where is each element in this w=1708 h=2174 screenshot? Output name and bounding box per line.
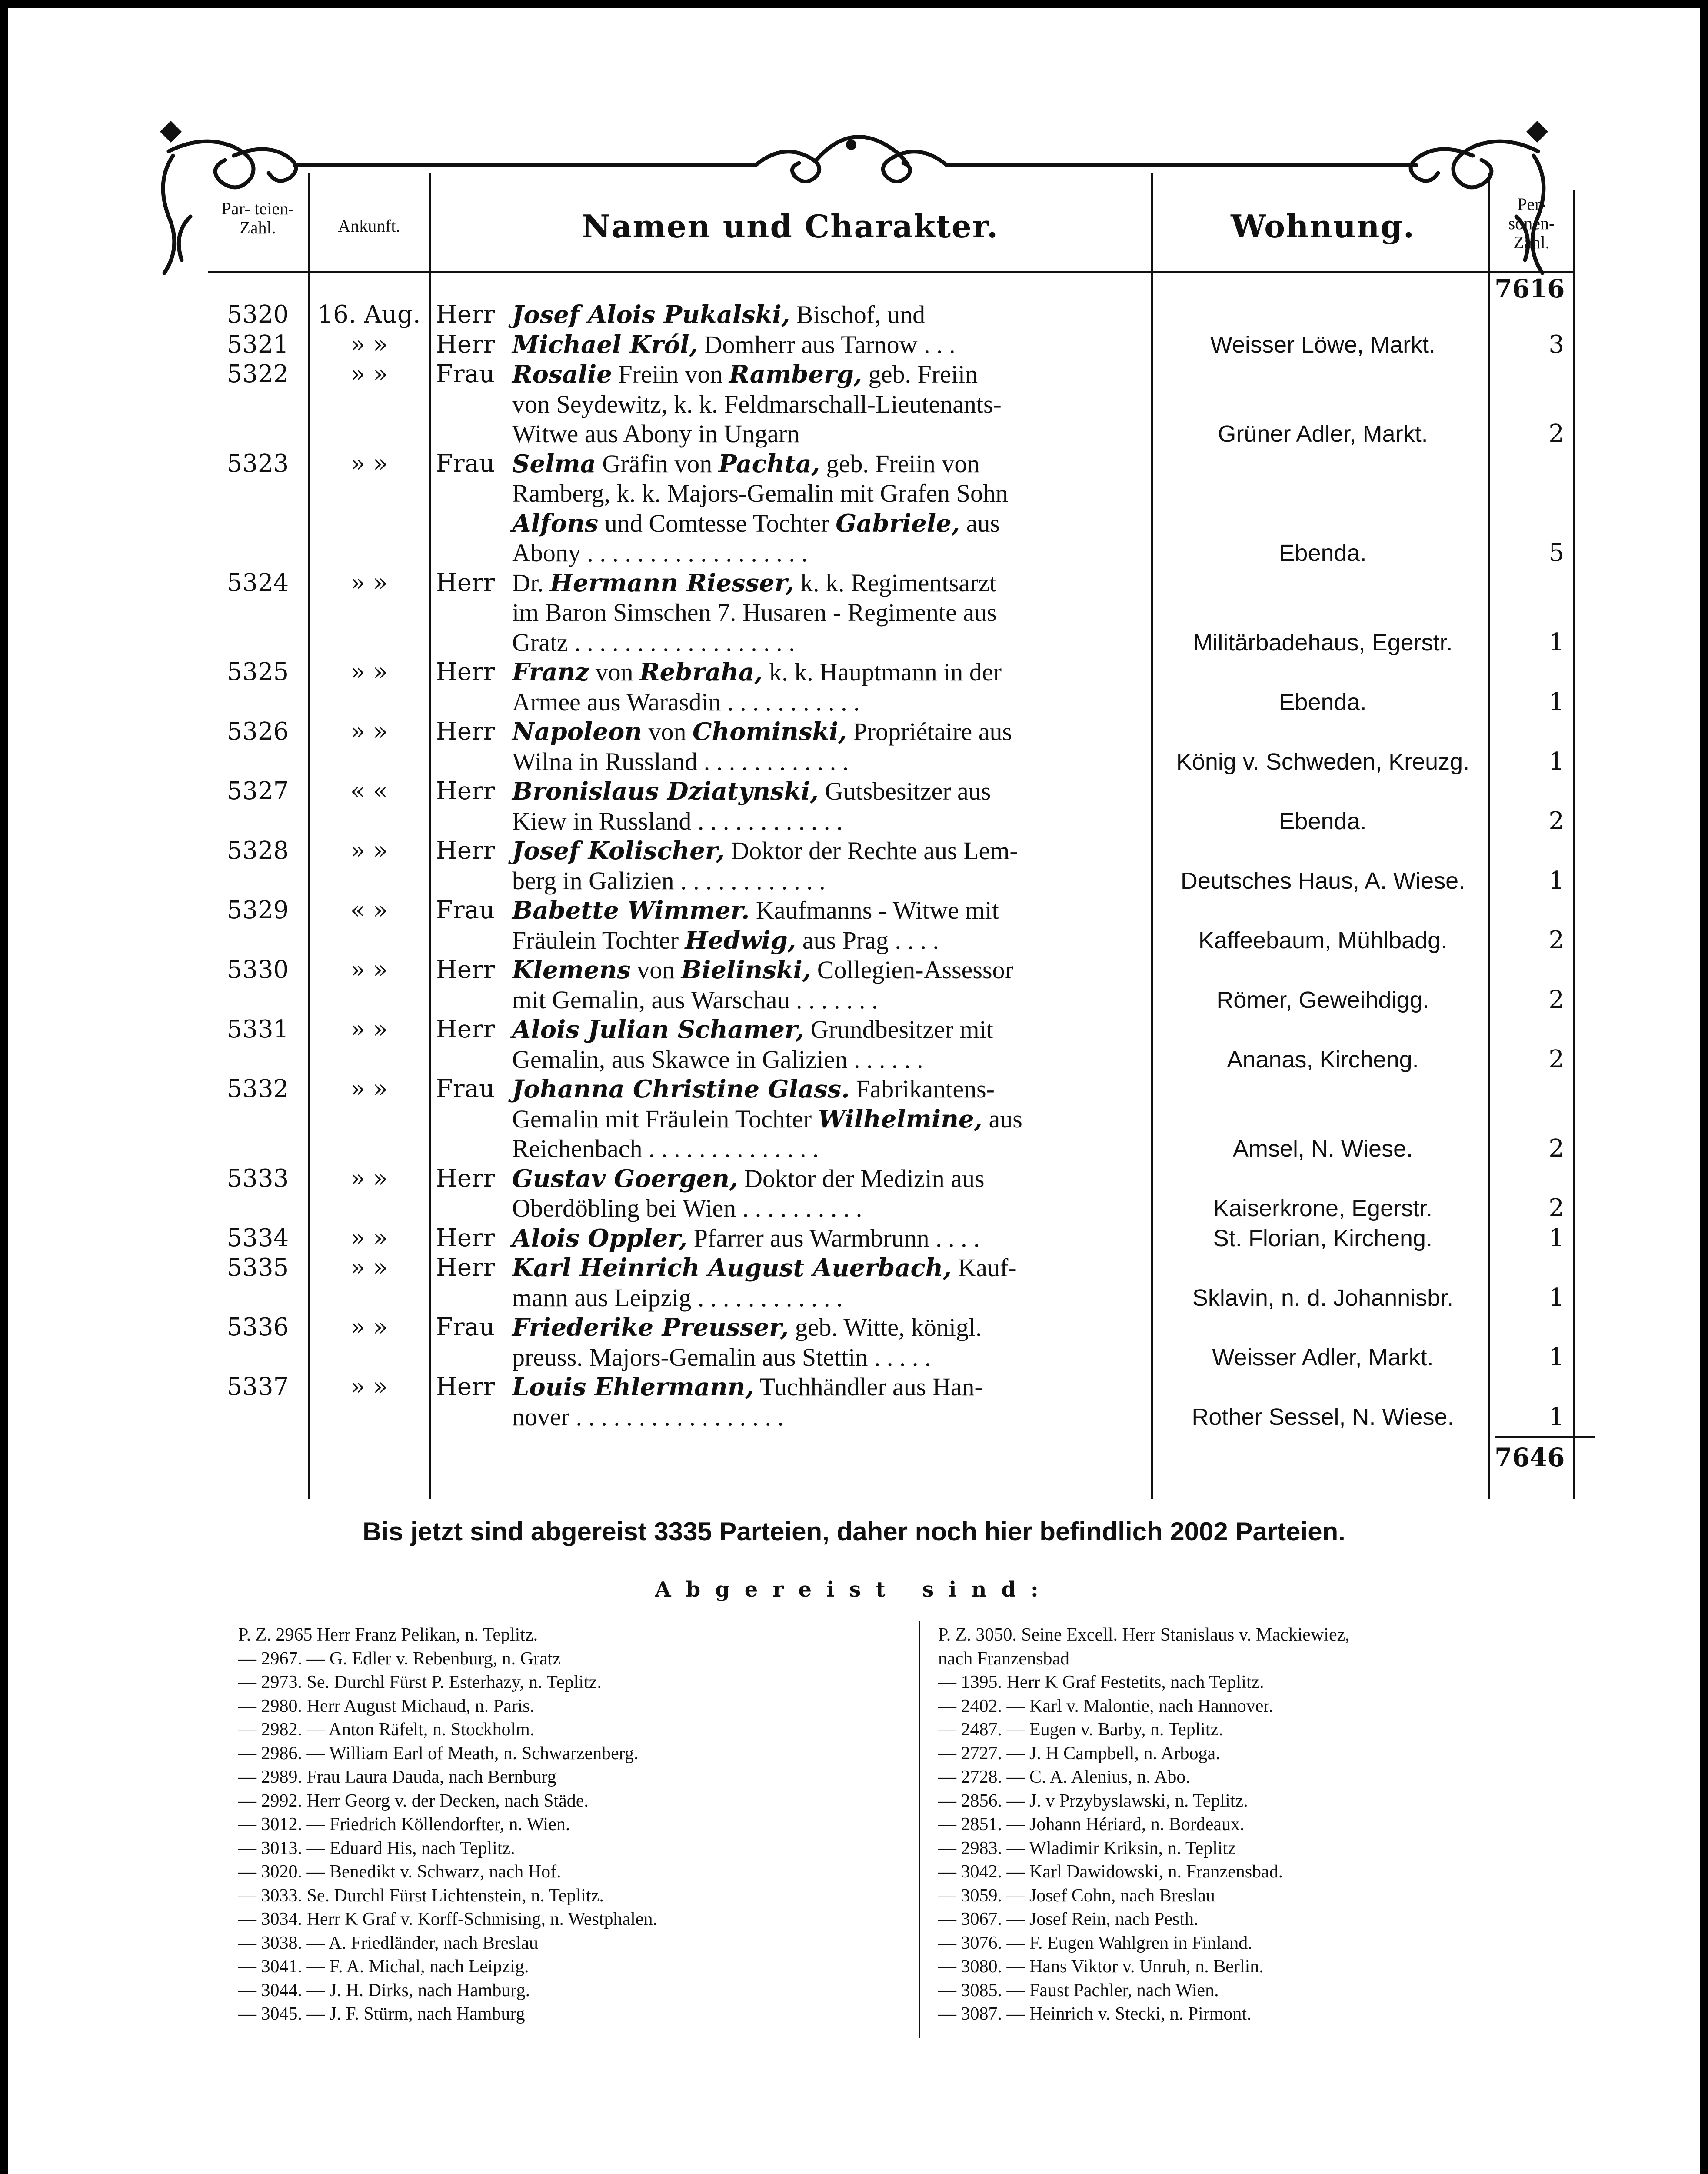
entry-residence: Sklavin, n. d. Johannisbr. xyxy=(1192,1284,1454,1311)
entry-persons: 1 xyxy=(1548,1224,1564,1252)
entry-arrival: « » xyxy=(350,896,388,924)
entry-persons: 1 xyxy=(1548,687,1564,716)
header-rule xyxy=(208,271,1573,273)
entry-number: 5332 xyxy=(226,1075,289,1103)
entry-arrival: » » xyxy=(350,1075,388,1103)
departed-left-item: — 2973. Se. Durchl Fürst P. Esterhazy, n. Teplitz. xyxy=(238,1672,602,1692)
entry-description: Johanna Christine Glass. Fabrikantens- Gemalin mit Fräulein Tochter Wilhelmine, aus Reichenbach . . . . . . . . . . . . . . xyxy=(512,1075,1022,1163)
departed-left-item: — 2982. — Anton Räfelt, n. Stockholm. xyxy=(238,1720,535,1740)
entry-title: Herr xyxy=(436,1373,495,1401)
entry-residence: Ebenda. xyxy=(1279,808,1367,834)
entry-number: 5322 xyxy=(226,360,289,388)
column-rule xyxy=(308,173,310,1499)
entry-description: Babette Wimmer. Kaufmanns - Witwe mit Fräulein Tochter Hedwig, aus Prag . . . . xyxy=(512,896,999,955)
entry-residence: Rother Sessel, N. Wiese. xyxy=(1192,1404,1454,1430)
entry-arrival: » » xyxy=(350,717,388,746)
entry-arrival: » » xyxy=(350,1254,388,1282)
entry-title: Herr xyxy=(436,658,495,686)
departed-left-item: — 3044. — J. H. Dirks, nach Hamburg. xyxy=(238,1980,530,2001)
departed-left-item: — 3033. Se. Durchl Fürst Lichtenstein, n. Teplitz. xyxy=(238,1885,604,1906)
entry-residence: Kaffeebaum, Mühlbadg. xyxy=(1198,927,1448,954)
entry-persons: 1 xyxy=(1548,866,1564,895)
entry-residence: Militärbadehaus, Egerstr. xyxy=(1193,629,1453,656)
departed-left-item: — 3034. Herr K Graf v. Korff-Schmising, n. Westphalen. xyxy=(238,1909,657,1929)
carry-over-start: 7616 xyxy=(1495,274,1565,303)
entry-residence: Amsel, N. Wiese. xyxy=(1232,1136,1413,1162)
entry-title: Frau xyxy=(436,360,495,388)
entry-title: Herr xyxy=(436,1015,495,1044)
departed-right-item: — 3067. — Josef Rein, nach Pesth. xyxy=(938,1909,1199,1929)
departed-left-item: — 2986. — William Earl of Meath, n. Schwarzenberg. xyxy=(238,1743,639,1764)
entry-arrival: » » xyxy=(350,360,388,388)
entry-description: Napoleon von Chominski, Propriétaire aus Wilna in Russland . . . . . . . . . . . . xyxy=(512,717,1012,776)
entry-title: Herr xyxy=(436,956,495,984)
entry-arrival: » » xyxy=(350,449,388,478)
entry-description: Michael Król, Domherr aus Tarnow . . . xyxy=(512,330,956,359)
departed-right-item: — 3042. — Karl Dawidowski, n. Franzensbad. xyxy=(938,1862,1283,1882)
header-namen-charakter: Namen und Charakter. xyxy=(582,208,999,245)
entry-title: Frau xyxy=(436,449,495,478)
entry-number: 5320 xyxy=(226,300,289,329)
entry-number: 5333 xyxy=(226,1164,289,1193)
header-ankunft: Ankunft. xyxy=(338,216,400,236)
entry-persons: 2 xyxy=(1548,985,1564,1014)
entry-arrival: » » xyxy=(350,1224,388,1252)
header-wohnung: Wohnung. xyxy=(1231,208,1415,245)
column-rule xyxy=(429,173,431,1499)
entry-persons: 2 xyxy=(1548,807,1564,835)
header-parteien-zahl: Par- teien- Zahl. xyxy=(221,199,294,237)
column-rule xyxy=(1573,190,1575,1499)
entry-arrival: » » xyxy=(350,330,388,359)
departed-right-item: — 3087. — Heinrich v. Stecki, n. Pirmont. xyxy=(938,2004,1252,2024)
entry-title: Frau xyxy=(436,896,495,924)
column-rule xyxy=(1151,173,1153,1499)
departed-right-item: — 3080. — Hans Viktor v. Unruh, n. Berlin. xyxy=(938,1957,1264,1977)
entry-persons: 5 xyxy=(1548,539,1564,567)
entry-residence: Weisser Löwe, Markt. xyxy=(1210,331,1436,358)
entry-persons: 2 xyxy=(1548,1045,1564,1074)
entry-title: Herr xyxy=(436,1224,495,1252)
entry-description: Franz von Rebraha, k. k. Hauptmann in der Armee aus Warasdin . . . . . . . . . . . xyxy=(512,658,1002,716)
entry-description: Josef Kolischer, Doktor der Rechte aus Lem- berg in Galizien . . . . . . . . . . . . xyxy=(512,837,1018,895)
departed-right-item: — 2851. — Johann Hériard, n. Bordeaux. xyxy=(938,1814,1245,1834)
entry-residence: Kaiserkrone, Egerstr. xyxy=(1213,1195,1433,1221)
entry-residence: Ebenda. xyxy=(1279,689,1367,715)
departed-left-item: — 3013. — Eduard His, nach Teplitz. xyxy=(238,1838,515,1858)
departed-left-item: — 3020. — Benedikt v. Schwarz, nach Hof. xyxy=(238,1862,561,1882)
departed-left-item: — 3038. — A. Friedländer, nach Breslau xyxy=(238,1933,539,1953)
departed-left-item: — 3012. — Friedrich Köllendorfter, n. Wien. xyxy=(238,1814,570,1834)
departed-right-item: — 2728. — C. A. Alenius, n. Abo. xyxy=(938,1767,1190,1787)
departed-right-item: — 2983. — Wladimir Kriksin, n. Teplitz xyxy=(938,1838,1236,1858)
entry-persons: 2 xyxy=(1548,926,1564,954)
entry-arrival: » » xyxy=(350,568,388,597)
entry-description: Josef Alois Pukalski, Bischof, und xyxy=(512,300,926,329)
departed-left-item: P. Z. 2965 Herr Franz Pelikan, n. Teplitz. xyxy=(238,1625,538,1645)
departed-title: Abgereist sind: xyxy=(655,1577,1053,1602)
entry-number: 5328 xyxy=(226,837,289,865)
departed-right-item: nach Franzensbad xyxy=(938,1648,1070,1669)
entry-arrival: » » xyxy=(350,1015,388,1044)
entry-number: 5330 xyxy=(226,956,289,984)
entry-description: Karl Heinrich August Auerbach, Kauf- mann aus Leipzig . . . . . . . . . . . . xyxy=(512,1254,1017,1312)
entry-persons: 1 xyxy=(1548,1343,1564,1371)
entry-number: 5335 xyxy=(226,1254,289,1282)
entry-number: 5336 xyxy=(226,1313,289,1341)
entry-residence: Ananas, Kircheng. xyxy=(1227,1046,1419,1073)
entry-persons: 1 xyxy=(1548,747,1564,776)
entry-arrival: » » xyxy=(350,658,388,686)
entry-number: 5321 xyxy=(226,330,289,359)
departed-left-item: — 2989. Frau Laura Dauda, nach Bernburg xyxy=(238,1767,556,1787)
entry-residence: St. Florian, Kircheng. xyxy=(1213,1225,1433,1251)
departed-right-item: P. Z. 3050. Seine Excell. Herr Stanislaus v. Mackiewiez, xyxy=(938,1625,1350,1645)
entry-residence: Ebenda. xyxy=(1279,540,1367,566)
entry-persons: 2 xyxy=(1548,1134,1564,1163)
entry-number: 5334 xyxy=(226,1224,289,1252)
entry-title: Frau xyxy=(436,1075,495,1103)
entry-residence: Grüner Adler, Markt. xyxy=(1218,421,1428,447)
entry-description: Friederike Preusser, geb. Witte, königl. preuss. Majors-Gemalin aus Stettin . . . . . xyxy=(512,1313,982,1371)
entry-number: 5337 xyxy=(226,1373,289,1401)
entry-arrival: » » xyxy=(350,1313,388,1341)
entry-title: Herr xyxy=(436,717,495,746)
entry-persons: 2 xyxy=(1548,1194,1564,1222)
entry-persons: 2 xyxy=(1548,420,1564,448)
departed-right-item: — 2856. — J. v Przybyslawski, n. Teplitz. xyxy=(938,1791,1248,1811)
departed-right-item: — 2487. — Eugen v. Barby, n. Teplitz. xyxy=(938,1720,1223,1740)
entry-title: Herr xyxy=(436,1164,495,1193)
entry-residence: Deutsches Haus, A. Wiese. xyxy=(1180,867,1465,894)
entry-description: Louis Ehlermann, Tuchhändler aus Han- nover . . . . . . . . . . . . . . . . . xyxy=(512,1373,983,1431)
entry-number: 5327 xyxy=(226,777,289,805)
entry-number: 5329 xyxy=(226,896,289,924)
entry-description: Rosalie Freiin von Ramberg, geb. Freiin von Seydewitz, k. k. Feldmarschall-Lieutenants- Witwe aus Abony in Ungarn xyxy=(512,360,1002,448)
departed-left-item: — 3041. — F. A. Michal, nach Leipzig. xyxy=(238,1957,529,1977)
header-personen-zahl: Per- sonen- Zahl. xyxy=(1508,194,1555,252)
entry-arrival: « « xyxy=(350,777,388,805)
entry-title: Herr xyxy=(436,837,495,865)
entry-description: Alois Julian Schamer, Grundbesitzer mit Gemalin, aus Skawce in Galizien . . . . . . xyxy=(512,1015,993,1074)
entry-title: Herr xyxy=(436,568,495,597)
departed-right-item: — 2402. — Karl v. Malontie, nach Hannover. xyxy=(938,1696,1273,1716)
departed-divider xyxy=(919,1621,920,2038)
entry-description: Bronislaus Dziatynski, Gutsbesitzer aus Kiew in Russland . . . . . . . . . . . . xyxy=(512,777,991,835)
entry-description: Klemens von Bielinski, Collegien-Assessor mit Gemalin, aus Warschau . . . . . . . xyxy=(512,956,1013,1014)
entry-residence: König v. Schweden, Kreuzg. xyxy=(1176,748,1470,775)
entry-number: 5324 xyxy=(226,568,289,597)
entry-number: 5325 xyxy=(226,658,289,686)
departed-left-item: — 3045. — J. F. Stürm, nach Hamburg xyxy=(238,2004,525,2024)
entry-arrival: » » xyxy=(350,1164,388,1193)
entry-description: Alois Oppler, Pfarrer aus Warmbrunn . . . . xyxy=(512,1224,980,1253)
entry-title: Frau xyxy=(436,1313,495,1341)
entry-arrival: » » xyxy=(350,956,388,984)
entry-residence: Römer, Geweihdigg. xyxy=(1216,987,1429,1013)
departed-left-item: — 2967. — G. Edler v. Rebenburg, n. Gratz xyxy=(238,1648,561,1669)
entry-persons: 3 xyxy=(1548,330,1564,359)
entry-residence: Weisser Adler, Markt. xyxy=(1212,1344,1434,1370)
entry-arrival: » » xyxy=(350,837,388,865)
entry-number: 5326 xyxy=(226,717,289,746)
entry-title: Herr xyxy=(436,777,495,805)
entry-title: Herr xyxy=(436,1254,495,1282)
entry-persons: 1 xyxy=(1548,628,1564,657)
departed-right-item: — 1395. Herr K Graf Festetits, nach Teplitz. xyxy=(938,1672,1264,1692)
entry-arrival: » » xyxy=(350,1373,388,1401)
departed-right-item: — 3085. — Faust Pachler, nach Wien. xyxy=(938,1980,1219,2001)
departed-left-item: — 2992. Herr Georg v. der Decken, nach Städe. xyxy=(238,1791,589,1811)
departed-right-item: — 3059. — Josef Cohn, nach Breslau xyxy=(938,1885,1215,1906)
entry-arrival: 16. Aug. xyxy=(317,300,421,329)
departed-right-item: — 3076. — F. Eugen Wahlgren in Finland. xyxy=(938,1933,1252,1953)
entry-description: Gustav Goergen, Doktor der Medizin aus Oberdöbling bei Wien . . . . . . . . . . xyxy=(512,1164,985,1222)
register-page xyxy=(8,8,1700,2174)
carry-over-total: 7646 xyxy=(1495,1443,1565,1472)
entry-description: Selma Gräfin von Pachta, geb. Freiin von Ramberg, k. k. Majors-Gemalin mit Grafen Sohn Alfons und Comtesse Tochter Gabriele, aus Abony . . . . . . . . . . . . . . . . . . xyxy=(512,449,1008,567)
departed-left-item: — 2980. Herr August Michaud, n. Paris. xyxy=(238,1696,535,1716)
entry-persons: 1 xyxy=(1548,1402,1564,1431)
entry-title: Herr xyxy=(436,300,495,329)
entry-title: Herr xyxy=(436,330,495,359)
entry-number: 5331 xyxy=(226,1015,289,1044)
departed-right-item: — 2727. — J. H Campbell, n. Arboga. xyxy=(938,1743,1220,1764)
entry-description: Dr. Hermann Riesser, k. k. Regimentsarzt im Baron Simschen 7. Husaren - Regimente aus Gratz . . . . . . . . . . . . . . . . . . xyxy=(512,568,997,657)
entry-persons: 1 xyxy=(1548,1283,1564,1312)
total-rule xyxy=(1495,1436,1595,1438)
entry-number: 5323 xyxy=(226,449,289,478)
summary-line: Bis jetzt sind abgereist 3335 Parteien, daher noch hier befindlich 2002 Parteien. xyxy=(363,1517,1345,1546)
